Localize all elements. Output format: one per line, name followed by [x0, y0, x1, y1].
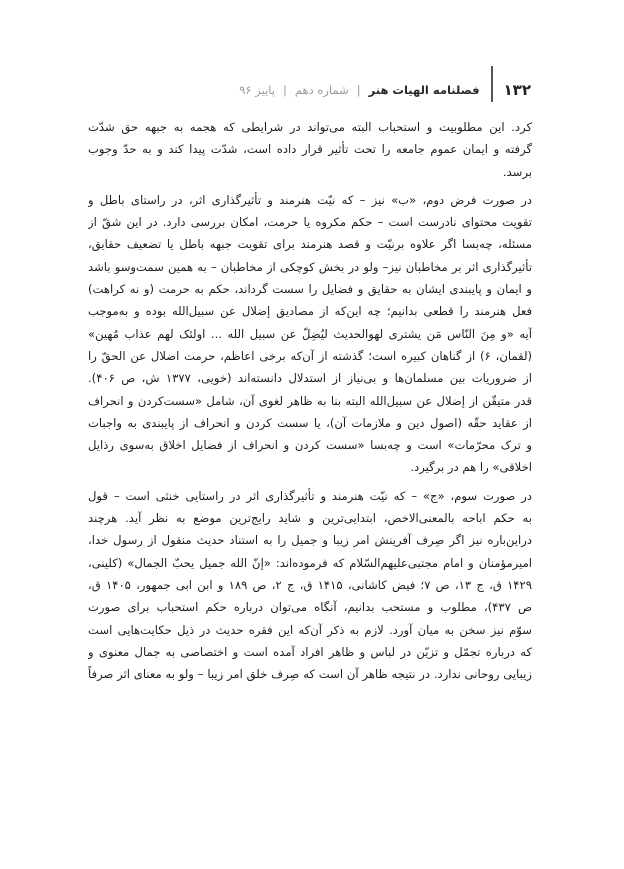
text-line: کرد. این مطلوبیت و استحباب البته می‌تواند در شرایطی که هجمه به جبهه حق شدّت [88, 120, 532, 134]
text-line: که درباره تجمّل و تزیّن در لباس و ظاهر افراد آمده است و اختصاصی به جمال معنوی و [88, 644, 532, 659]
text-line: در صورت سوم، «ج» – که نیّت هنرمند و تأثیرگذاری اثر در راستایی خنثی است – قول [88, 488, 532, 503]
header-vertical-rule [491, 66, 493, 102]
journal-title: فصلنامه الهیات هنر [368, 83, 480, 97]
issue-label: شماره دهم [294, 83, 349, 97]
text-line: (لقمان، ۶) از گناهان کبیره است؛ گذشته از آن‌که برخی اعاظم، حرمت اضلال عن الحقّ را [88, 348, 532, 363]
article-body [88, 116, 532, 685]
running-header [93, 78, 531, 102]
text-line: فعل هنرمند را قطعی بدانیم؛ چه این‌که از مصادیق إضلال عن سبیل‌الله بوده و به‌موجب [88, 304, 532, 319]
page-number: ۱۳۲ [503, 81, 531, 99]
text-line: اخلاقی» را هم در برگیرد. [410, 460, 532, 475]
text-line: سوّم نیز سخن به میان آورد. لازم به ذکر آن‌که این فقره حدیث در ذیل حکایت‌هایی است [88, 622, 532, 637]
text-line: دراین‌باره نیز اگر صِرف آفرینش امر زیبا و جمیل را به استناد حدیث منقول از رسول خدا، [88, 533, 532, 548]
text-line: و ترک محرّمات» است و چه‌بسا «سست کردن و انحراف از فضایل اخلاق به‌سوی رذایل [88, 438, 532, 453]
text-line: مسئله، چه‌بسا اگر علاوه برنیّت و قصد هنرمند برای تقویت جبهه باطل یا تضعیف حقایق، [88, 237, 532, 252]
header-separator: | [356, 83, 361, 97]
text-line: در صورت فرض دوم، «ب» نیز – که نیّت هنرمند و تأثیرگذاری اثر، در راستای باطل و [88, 192, 532, 207]
text-line: برسد. [502, 164, 532, 179]
text-line: ۱۴۲۹ ق، ج ۱۳، ص ۷؛ فیض کاشانی، ۱۴۱۵ ق، ج ۲، ص ۱۸۹ و ابن ابی جمهور، ۱۴۰۵ ق، [88, 577, 532, 592]
text-line: به حکم اباحه بالمعنی‌الاخص، ابتدایی‌ترین و شاید رایج‌ترین موضع به نظر آید. هرچند [88, 511, 532, 526]
text-line: آیه «و مِنَ النّاس مَن یشتری لهوالحدیث لیُضِلّ عن سبیل الله ... اولئک لهم عذاب مُهین» [88, 326, 532, 341]
text-line: گرفته و ایمان عموم جامعه را تحت تأثیر قرار داده است، شدّت پیدا کند و به حدّ وجوب [88, 142, 532, 157]
season-label: پاییز ۹۶ [239, 83, 275, 97]
text-line: ص ۴۳۷)، مطلوب و مستحب بدانیم، آنگاه می‌توان درباره حکم استحباب برای صورت [88, 600, 532, 615]
text-line: و ایمان و پایبندی ایشان به حقایق و فضایل را سست گرداند، حکم به حرمت (و نه کراهت) [88, 282, 532, 297]
text-line: قدر متیقّن از إضلال عن سبیل‌الله البته بنا به ظاهر لغوی آن، شامل «سست‌کردن و انحراف [88, 393, 532, 408]
header-separator: | [282, 83, 287, 97]
text-line: تأثیرگذاری اثر بر مخاطبان نیز– ولو در بخش کوچکی از مخاطبان – به همین سمت‌وسو باشد [88, 259, 532, 274]
text-line: از عقاید حقّه (اصول دین و ملازمات آن)، یا سست کردن و انحراف از پایبندی به واجبات [88, 415, 532, 430]
text-line: از ضروریات بین مسلمان‌ها و بی‌نیاز از استدلال دانسته‌اند (خویی، ۱۳۷۷ ش، ص ۴۰۶). [88, 371, 532, 386]
text-line: امیرمؤمنان و امام مجتبی‌علیهم‌السّلام که فرموده‌اند: «إنّ الله جمیل یحبّ الجمال» (کلینی، [88, 555, 532, 570]
text-line: تقویت محتوای نادرست است – حکم مکروه یا حرمت، امکان بررسی دارد. در این شقّ از [88, 215, 532, 230]
text-line: زیبایی روحانی ندارد. در نتیجه ظاهر آن است که صِرف خلق امر زیبا – ولو به معنای اثر صرفاً [88, 667, 532, 682]
